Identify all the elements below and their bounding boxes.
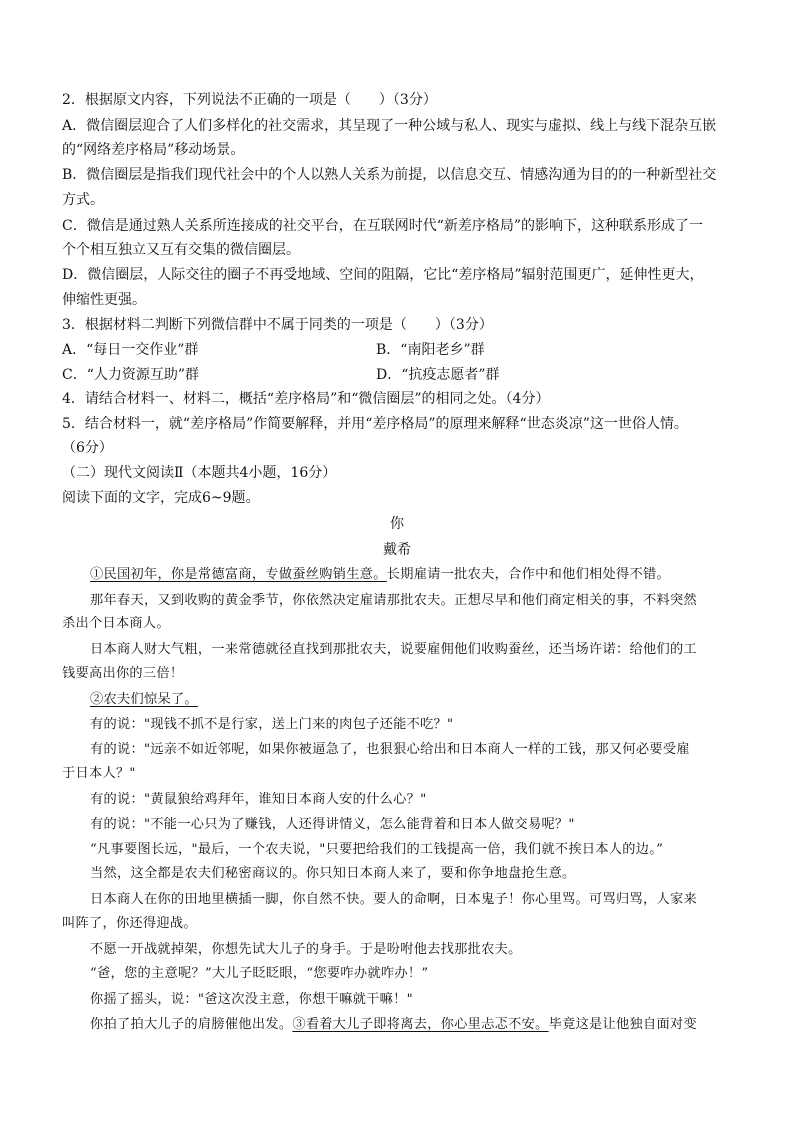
story-paragraph-15: 你拍了拍大儿子的肩膀催他出发。③看着大儿子即将离去，你心里忐忑不安。毕竟这是让他独自面对变 (90, 1017, 697, 1032)
underlined-sentence-1: 民国初年，你是常德富商，专做蚕丝购销生意。 (103, 567, 387, 582)
story-paragraph-8: 有的说："不能一心只为了赚钱，人还得讲情义，怎么能背着和日本人做交易呢？" (90, 817, 575, 832)
story-author: 戴希 (383, 542, 411, 558)
story-paragraph-3-line2: 钱要高出你的三倍！ (62, 666, 184, 681)
story-paragraph-7: 有的说："黄鼠狼给鸡拜年，谁知日本商人安的什么心？" (90, 792, 427, 807)
story-title: 你 (390, 516, 404, 532)
story-paragraph-12: 不愿一开战就掉架，你想先试大儿子的身手。于是吩咐他去找那批农夫。 (90, 942, 522, 957)
q2-option-a-line2: 的“网络差序格局”移动场景。 (62, 142, 245, 158)
section-heading: （二）现代文阅读Ⅱ（本题共4小题，16分） (62, 465, 337, 481)
q5-stem-line1: 5．结合材料一，就“差序格局”作简要解释，并用“差序格局”的原理来解释“世态炎凉”这一世俗人情。 (62, 416, 688, 432)
story-paragraph-11-line2: 叫阵了，你还得迎战。 (62, 916, 197, 931)
q4-stem: 4．请结合材料一、材料二，概括“差序格局”和“微信圈层”的相同之处。（4分） (62, 391, 550, 407)
q3-options-row2 (62, 365, 742, 385)
story-paragraph-9: “凡事要图长远，"最后，一个农夫说，"只要把给我们的工钱提高一倍，我们就不挨日本人的边。” (90, 842, 664, 857)
q2-option-d-line2: 伸缩性更强。 (62, 292, 146, 308)
q2-option-a-line1: A．微信圈层迎合了人们多样化的社交需求，其呈现了一种公域与私人、现实与虚拟、线上与线下混杂互嵌 (62, 118, 717, 134)
story-paragraph-13: “爸，您的主意呢？”大儿子眨眨眼，“您要咋办就咋办！” (90, 966, 429, 981)
q2-option-c-line2: 个个相互独立又互有交集的微信圈层。 (62, 242, 300, 258)
story-paragraph-3-line1: 日本商人财大气粗，一来常德就径直找到那批农夫，说要雇佣他们收购蚕丝，还当场许诺：给他们的工 (90, 642, 697, 657)
reading-instruction: 阅读下面的文字，完成6~9题。 (62, 490, 260, 506)
q3-option-b: B．“南阳老乡”群 (376, 342, 485, 358)
q2-option-d-line1: D．微信圈层，人际交往的圈子不再受地域、空间的阻隔，它比“差序格局”辐射范围更广，延伸性更大， (62, 267, 704, 283)
q3-option-a: A．“每日一交作业”群 (62, 342, 199, 358)
q2-option-c-line1: C．微信是通过熟人关系所连接成的社交平台，在互联网时代“新差序格局”的影响下，这种联系形成了一 (62, 218, 704, 234)
paragraph-marker-2: ② (90, 692, 104, 707)
story-paragraph-5: 有的说："现钱不抓不是行家，送上门来的肉包子还能不吃？" (90, 717, 454, 732)
q3-option-c: C．“人力资源互助”群 (62, 367, 200, 383)
paragraph-marker-1: ① (90, 567, 104, 582)
story-paragraph-11-line1: 日本商人在你的田地里横插一脚，你自然不快。要人的命啊，日本鬼子！你心里骂。可骂归骂，人家来 (90, 892, 697, 907)
underlined-sentence-3: 看着大儿子即将离去，你心里忐忑不安。 (305, 1017, 549, 1032)
story-paragraph-14: 你摇了摇头，说："爸这次没主意，你想干嘛就干嘛！" (90, 992, 413, 1007)
q3-stem: 3．根据材料二判断下列微信群中不属于同类的一项是（ ）（3分） (62, 317, 493, 333)
q2-stem: 2．根据原文内容，下列说法不正确的一项是（ ）（3分） (62, 92, 437, 108)
q3-options-row1 (62, 340, 742, 360)
q2-option-b-line2: 方式。 (62, 192, 104, 208)
story-paragraph-6-line2: 于日本人？" (62, 766, 136, 781)
story-paragraph-2-line2: 杀出个日本商人。 (62, 616, 170, 631)
paragraph-marker-3: ③ (292, 1017, 306, 1032)
story-paragraph-4 (90, 690, 198, 710)
q2-option-b-line1: B．微信圈层是指我们现代社会中的个人以熟人关系为前提，以信息交互、情感沟通为目的的一种新型社交 (62, 167, 717, 183)
q5-stem-line2: （6分） (62, 440, 113, 456)
story-paragraph-1: ①民国初年，你是常德富商，专做蚕丝购销生意。长期雇请一批农夫，合作中和他们相处得不错。 (90, 567, 670, 582)
story-paragraph-2-line1: 那年春天，又到收购的黄金季节，你依然决定雇请那批农夫。正想尽早和他们商定相关的事，不料突然 (90, 593, 697, 608)
q3-option-d: D．“抗疫志愿者”群 (376, 367, 500, 383)
underlined-sentence-2: 农夫们惊呆了。 (103, 692, 198, 707)
story-paragraph-6-line1: 有的说："远亲不如近邻呢，如果你被逼急了，也狠狠心给出和日本商人一样的工钱，那又何必要受雇 (90, 742, 690, 757)
story-paragraph-10: 当然，这全都是农夫们秘密商议的。你只知日本商人来了，要和你争地盘抢生意。 (90, 866, 576, 881)
